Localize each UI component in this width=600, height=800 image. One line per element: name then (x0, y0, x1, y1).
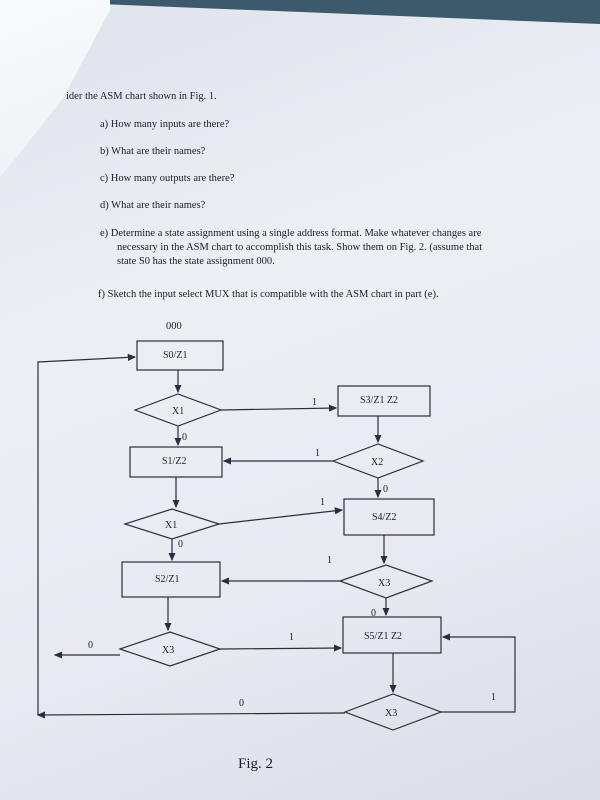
question-f: f) Sketch the input select MUX that is compatible with the ASM chart in part (e). (98, 289, 439, 300)
question-e-line-2: necessary in the ASM chart to accomplish this task. Show them on Fig. 2. (assume that (117, 242, 483, 253)
question-b: b) What are their names? (100, 146, 206, 157)
state-s1-label: S1/Z2 (162, 456, 187, 467)
question-intro: ider the ASM chart shown in Fig. 1. (66, 91, 217, 102)
branch-d3-true: 1 (320, 497, 325, 508)
decision-d5-label: X3 (162, 645, 175, 656)
decision-d1-label: X1 (172, 406, 185, 417)
state-s3-label: S3/Z1 Z2 (360, 395, 399, 406)
arrow-return-to-s0 (38, 357, 135, 715)
state-s4-label: S4/Z2 (372, 512, 397, 523)
arrow-d5-to-s5 (220, 648, 341, 649)
question-e-line-1: e) Determine a state assignment using a single address format. Make whatever changes are (100, 228, 482, 239)
branch-d6-false: 0 (239, 698, 244, 709)
state-s2-label: S2/Z1 (155, 574, 180, 585)
decision-d6-label: X3 (385, 708, 398, 719)
decision-d4-label: X3 (378, 578, 391, 589)
branch-d2-true: 1 (315, 448, 320, 459)
decision-d3-label: X1 (165, 520, 178, 531)
branch-d5-true: 1 (289, 632, 294, 643)
branch-d4-true: 1 (327, 555, 332, 566)
question-d: d) What are their names? (100, 200, 206, 211)
arrow-d1-to-s3 (221, 408, 336, 410)
arrow-d3-to-s4 (219, 510, 342, 524)
question-e-line-3: state S0 has the state assignment 000. (117, 256, 275, 267)
state-s5-label: S5/Z1 Z2 (364, 631, 403, 642)
decision-d2-label: X2 (371, 457, 384, 468)
state-assignment-label: 000 (166, 321, 182, 332)
arrow-d6-loop-to-s5 (441, 637, 515, 712)
arrow-d6-to-left-return (38, 713, 345, 715)
branch-d2-false: 0 (383, 484, 388, 495)
question-a: a) How many inputs are there? (100, 119, 230, 130)
branch-d4-false: 0 (371, 608, 376, 619)
branch-d1-false: 0 (182, 432, 187, 443)
state-s0-label: S0/Z1 (163, 350, 188, 361)
branch-d6-true: 1 (491, 692, 496, 703)
branch-d5-false: 0 (88, 640, 93, 651)
branch-d3-false: 0 (178, 539, 183, 550)
question-c: c) How many outputs are there? (100, 173, 235, 184)
branch-d1-true: 1 (312, 397, 317, 408)
figure-caption: Fig. 2 (238, 756, 274, 772)
